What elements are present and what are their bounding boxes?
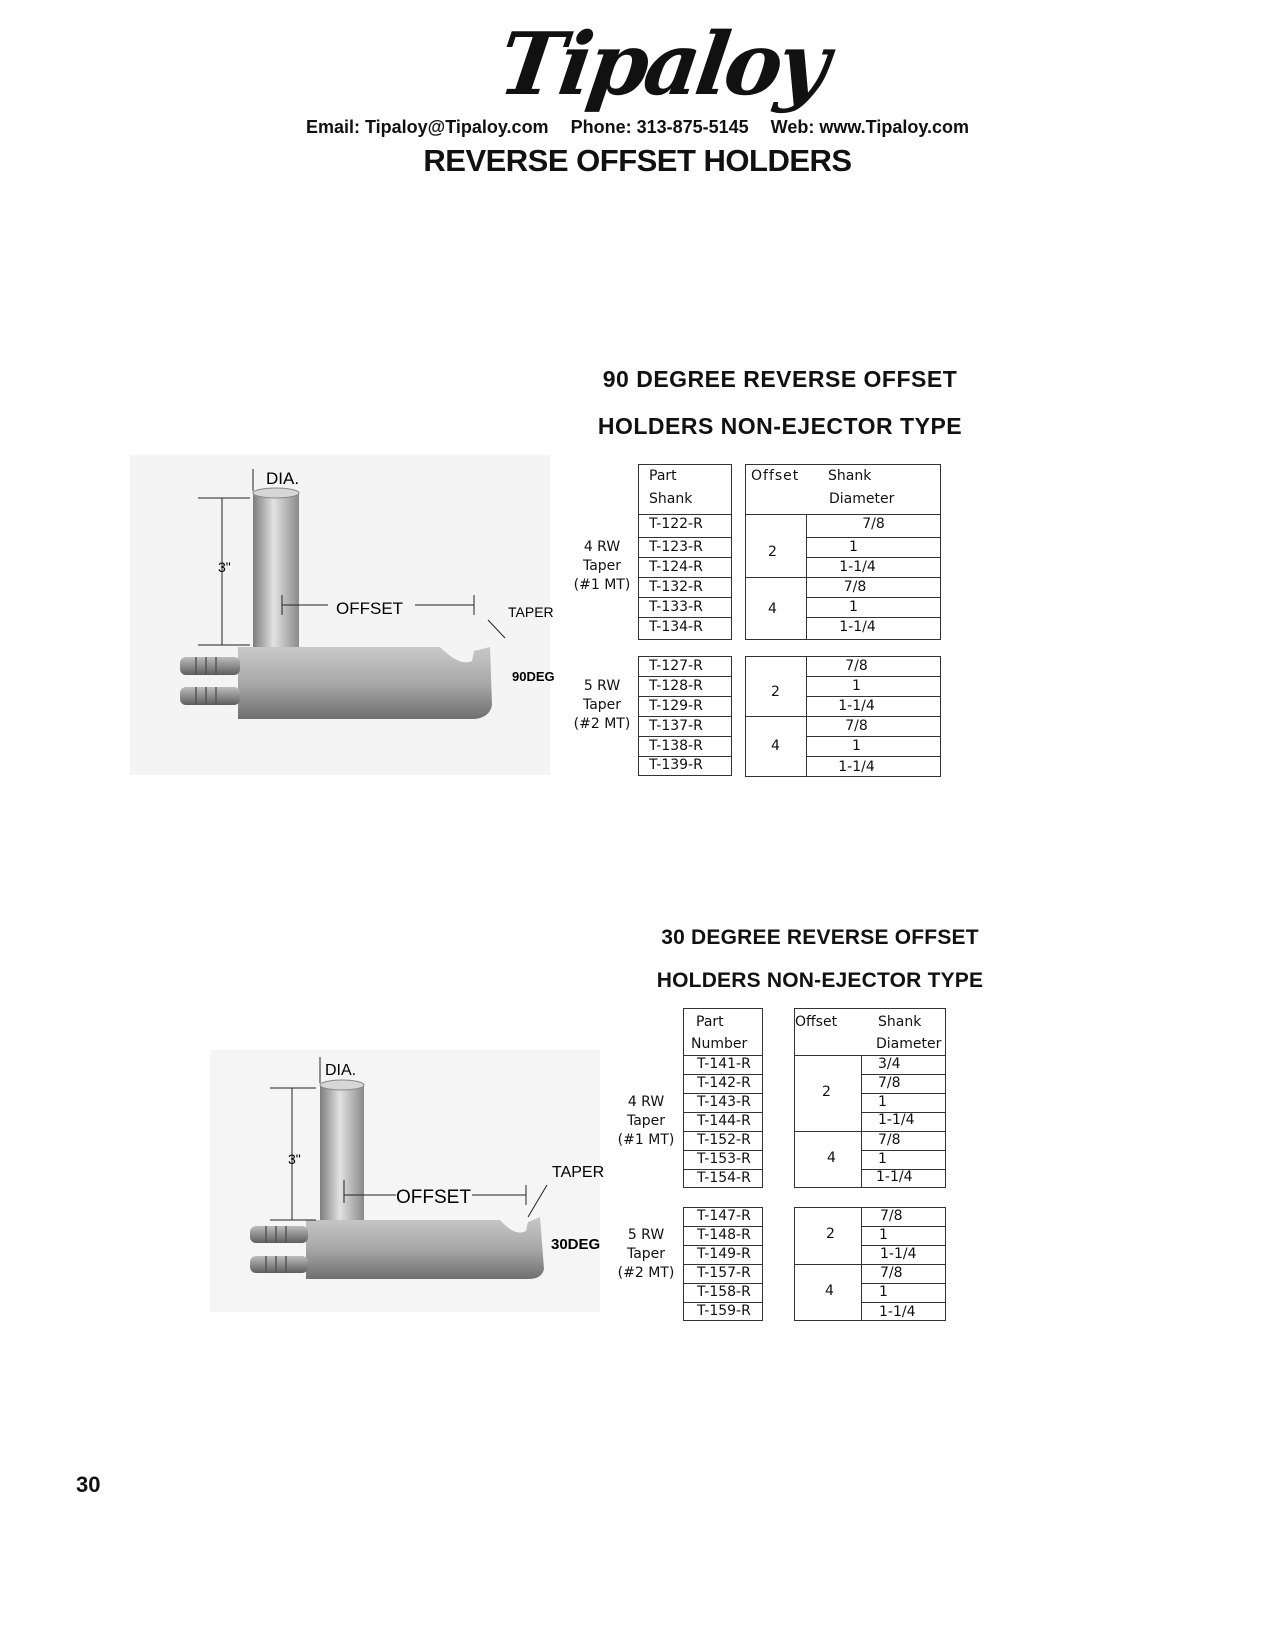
table-cell: T-148-R xyxy=(697,1227,751,1243)
web-text: Web: www.Tipaloy.com xyxy=(770,117,970,137)
table-cell: 7/8 xyxy=(878,1075,901,1091)
table-cell: 1 xyxy=(879,1284,888,1300)
table-cell: T-127-R xyxy=(649,658,703,674)
table-cell: 1 xyxy=(878,1151,887,1167)
dia-label-90: DIA. xyxy=(266,469,300,488)
table-cell: T-153-R xyxy=(697,1151,751,1167)
section-90-title-line2: HOLDERS NON-EJECTOR TYPE xyxy=(597,413,963,439)
angle-label-30: 30DEG xyxy=(551,1236,601,1253)
table-cell: 2 xyxy=(768,544,777,560)
table-cell: 1-1/4 xyxy=(838,759,875,775)
table-cell: 1 xyxy=(879,1227,888,1243)
table-cell: T-159-R xyxy=(697,1303,751,1319)
page-title: REVERSE OFFSET HOLDERS xyxy=(423,143,852,178)
table-cell: T-122-R xyxy=(649,516,703,532)
table-cell: T-141-R xyxy=(697,1056,751,1072)
email-text: Email: Tipaloy@Tipaloy.com xyxy=(305,117,549,137)
table-cell: T-137-R xyxy=(649,718,703,734)
table-cell: 4 xyxy=(825,1283,834,1299)
group-label-30-1: 4 RW Taper (#1 MT) xyxy=(617,1094,675,1148)
table-cell: T-142-R xyxy=(697,1075,751,1091)
table-cell: T-139-R xyxy=(649,757,703,773)
table-cell: 1 xyxy=(849,599,858,615)
table-cell: 7/8 xyxy=(878,1132,901,1148)
table-cell: T-157-R xyxy=(697,1265,751,1281)
holder-90-diagram xyxy=(130,455,555,775)
header-diameter-30: Diameter xyxy=(876,1036,942,1052)
table-cell: T-138-R xyxy=(649,738,703,754)
table-cell: 1 xyxy=(852,738,861,754)
table-cell: T-123-R xyxy=(649,539,703,555)
holder-30-diagram xyxy=(210,1045,620,1315)
table-cell: 2 xyxy=(826,1226,835,1242)
table-cell: 2 xyxy=(771,684,780,700)
offset-label-90: OFFSET xyxy=(336,599,404,618)
header-number-30: Number xyxy=(691,1036,748,1052)
phone-text: Phone: 313-875-5145 xyxy=(570,117,749,137)
table-cell: T-143-R xyxy=(697,1094,751,1110)
table-cell: 1-1/4 xyxy=(838,698,875,714)
table-cell: 1-1/4 xyxy=(839,559,876,575)
header-diameter-90: Diameter xyxy=(829,491,895,507)
table-cell: 7/8 xyxy=(845,718,868,734)
table-cell: 1-1/4 xyxy=(876,1169,913,1185)
table-cell: 7/8 xyxy=(843,579,867,595)
table-cell: T-124-R xyxy=(649,559,703,575)
group-label-30-2: 5 RW Taper (#2 MT) xyxy=(617,1227,675,1281)
table-cell: 4 xyxy=(768,601,777,617)
table-cell: 1 xyxy=(852,678,861,694)
table-cell: 1-1/4 xyxy=(879,1304,916,1320)
offset-label-30: OFFSET xyxy=(396,1187,471,1208)
header-part-30: Part xyxy=(696,1014,724,1030)
taper-label-30: TAPER xyxy=(552,1164,605,1181)
header-part-90: Part xyxy=(649,468,677,484)
table-cell: T-144-R xyxy=(697,1113,751,1129)
table-cell: T-152-R xyxy=(697,1132,751,1148)
table-cell: T-149-R xyxy=(697,1246,751,1262)
group-label-90-2: 5 RW Taper (#2 MT) xyxy=(573,678,631,732)
table-cell: 4 xyxy=(827,1150,836,1166)
table-cell: T-129-R xyxy=(649,698,703,714)
header-offset-30: Offset xyxy=(795,1014,838,1030)
taper-label-90: TAPER xyxy=(508,604,554,620)
table-cell: 7/8 xyxy=(880,1208,903,1224)
offset-diameter-30-top xyxy=(794,1008,946,1188)
table-cell: 4 xyxy=(771,738,780,754)
height-label-90: 3" xyxy=(218,559,231,575)
table-cell: 3/4 xyxy=(878,1056,901,1072)
table-cell: 1 xyxy=(878,1094,887,1110)
table-cell: 7/8 xyxy=(862,516,885,532)
table-cell: T-154-R xyxy=(697,1170,751,1186)
contact-line xyxy=(0,117,1275,138)
table-cell: 1-1/4 xyxy=(839,619,876,635)
table-cell: 1 xyxy=(849,539,858,555)
table-cell: 1-1/4 xyxy=(880,1246,917,1262)
table-cell: 7/8 xyxy=(845,658,868,674)
table-cell: 1-1/4 xyxy=(878,1112,915,1128)
header-shank-90: Shank xyxy=(649,491,693,507)
height-label-30: 3" xyxy=(288,1151,301,1167)
tipaloy-logo: Tipaloy xyxy=(492,14,832,115)
table-cell: T-128-R xyxy=(649,678,703,694)
header-shank-diameter-90: Shank xyxy=(828,468,872,484)
section-30-title-line2: HOLDERS NON-EJECTOR TYPE xyxy=(656,969,984,992)
table-cell: T-132-R xyxy=(649,579,703,595)
group-label-90-1: 4 RW Taper (#1 MT) xyxy=(573,539,631,593)
table-cell: T-158-R xyxy=(697,1284,751,1300)
table-cell: T-147-R xyxy=(697,1208,751,1224)
page-number: 30 xyxy=(76,1472,101,1497)
section-90-title-line1: 90 DEGREE REVERSE OFFSET xyxy=(602,366,958,392)
header-offset-90: Offset xyxy=(751,468,800,484)
angle-label-90: 90DEG xyxy=(512,669,555,684)
table-cell: T-133-R xyxy=(649,599,703,615)
dia-label-30: DIA. xyxy=(325,1062,357,1079)
table-cell: 2 xyxy=(822,1084,831,1100)
section-30-title-line1: 30 DEGREE REVERSE OFFSET xyxy=(661,926,979,949)
table-cell: 7/8 xyxy=(880,1265,903,1281)
header-shank-30: Shank xyxy=(878,1014,922,1030)
table-cell: T-134-R xyxy=(649,619,703,635)
